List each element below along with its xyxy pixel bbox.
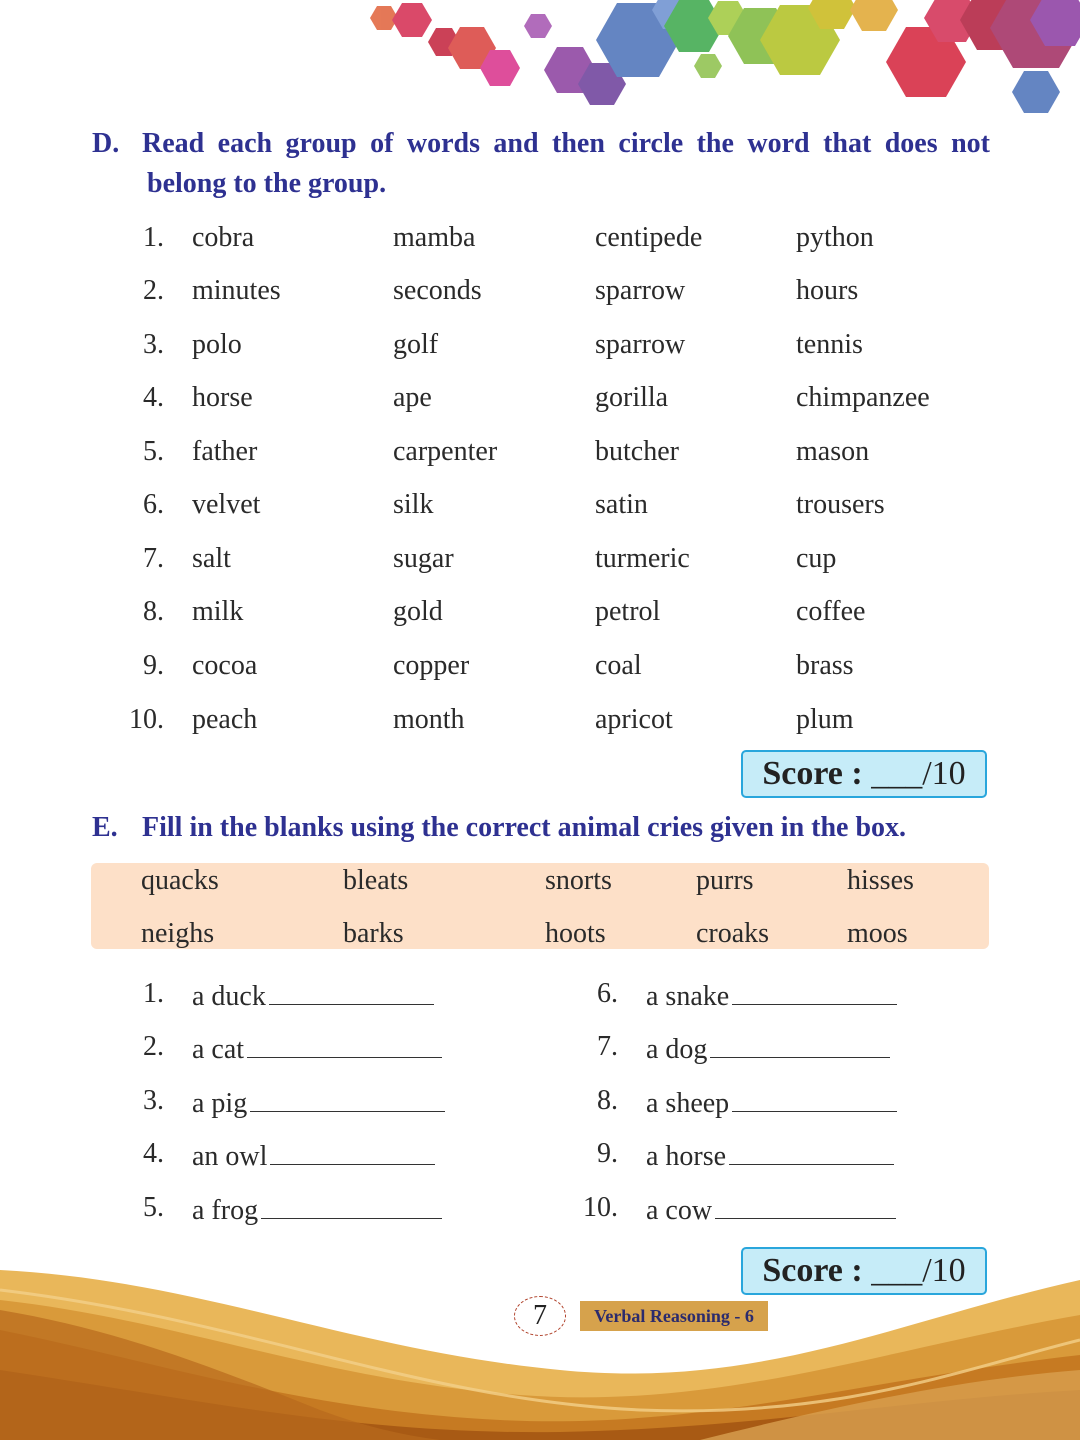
animal-label: a cat xyxy=(192,1034,245,1065)
animal-cry-option: purrs xyxy=(696,865,754,896)
group-word[interactable]: mason xyxy=(796,436,870,467)
row-number: 3. xyxy=(143,329,164,360)
answer-blank[interactable] xyxy=(715,1188,896,1219)
answer-blank[interactable] xyxy=(732,1081,897,1112)
animal-cry-option: snorts xyxy=(545,865,612,896)
section-d-letter: D. xyxy=(92,128,120,159)
group-word[interactable]: petrol xyxy=(595,596,661,627)
item-number: 3. xyxy=(143,1085,164,1116)
group-word[interactable]: seconds xyxy=(393,275,482,306)
animal-cry-option: barks xyxy=(343,918,404,949)
animal-label: a dog xyxy=(646,1034,708,1065)
group-word[interactable]: butcher xyxy=(595,436,679,467)
group-word[interactable]: coffee xyxy=(796,596,866,627)
group-word[interactable]: peach xyxy=(192,704,258,735)
row-number: 8. xyxy=(143,596,164,627)
row-number: 6. xyxy=(143,489,164,520)
group-word[interactable]: sparrow xyxy=(595,275,686,306)
group-word[interactable]: plum xyxy=(796,704,854,735)
group-word[interactable]: velvet xyxy=(192,489,261,520)
score-total: ___/10 xyxy=(871,1252,966,1289)
row-number: 4. xyxy=(143,382,164,413)
animal-cry-option: moos xyxy=(847,918,908,949)
section-e-letter: E. xyxy=(92,812,118,843)
page-number: 7 xyxy=(514,1296,566,1336)
group-word[interactable]: father xyxy=(192,436,258,467)
book-title: Verbal Reasoning - 6 xyxy=(580,1301,768,1331)
group-word[interactable]: centipede xyxy=(595,222,703,253)
group-word[interactable]: mamba xyxy=(393,222,476,253)
group-word[interactable]: ape xyxy=(393,382,432,413)
group-word[interactable]: minutes xyxy=(192,275,281,306)
item-number: 1. xyxy=(143,978,164,1009)
group-word[interactable]: month xyxy=(393,704,465,735)
item-number: 8. xyxy=(597,1085,618,1116)
group-word[interactable]: apricot xyxy=(595,704,673,735)
row-number: 5. xyxy=(143,436,164,467)
animal-label: a cow xyxy=(646,1195,713,1226)
group-word[interactable]: gorilla xyxy=(595,382,669,413)
answer-blank[interactable] xyxy=(261,1188,442,1219)
animal-cries-word-box xyxy=(91,863,989,949)
group-word[interactable]: trousers xyxy=(796,489,885,520)
group-word[interactable]: cobra xyxy=(192,222,255,253)
group-word[interactable]: salt xyxy=(192,543,231,574)
group-word[interactable]: silk xyxy=(393,489,434,520)
row-number: 10. xyxy=(129,704,164,735)
section-e-heading xyxy=(92,808,990,848)
animal-cry-option: croaks xyxy=(696,918,770,949)
answer-blank[interactable] xyxy=(732,974,897,1005)
row-number: 2. xyxy=(143,275,164,306)
score-label: Score : xyxy=(762,1252,863,1289)
item-number: 10. xyxy=(583,1192,618,1223)
group-word[interactable]: turmeric xyxy=(595,543,690,574)
answer-blank[interactable] xyxy=(710,1027,890,1058)
animal-label: a pig xyxy=(192,1088,248,1119)
section-d-heading xyxy=(92,124,990,204)
animal-label: a horse xyxy=(646,1141,727,1172)
section-d-instruction-line1: Read each group of words and then circle the word that does not xyxy=(142,128,990,159)
group-word[interactable]: satin xyxy=(595,489,648,520)
group-word[interactable]: cup xyxy=(796,543,837,574)
item-number: 7. xyxy=(597,1031,618,1062)
score-total: ___/10 xyxy=(871,755,966,792)
score-label: Score : xyxy=(762,755,863,792)
animal-cry-option: neighs xyxy=(141,918,215,949)
answer-blank[interactable] xyxy=(250,1081,445,1112)
item-number: 2. xyxy=(143,1031,164,1062)
answer-blank[interactable] xyxy=(269,974,434,1005)
group-word[interactable]: python xyxy=(796,222,874,253)
group-word[interactable]: gold xyxy=(393,596,443,627)
section-d-score-box xyxy=(741,750,987,798)
group-word[interactable]: milk xyxy=(192,596,244,627)
row-number: 1. xyxy=(143,222,164,253)
animal-cry-option: hisses xyxy=(847,865,914,896)
decorative-wave-footer xyxy=(0,1260,1080,1440)
group-word[interactable]: tennis xyxy=(796,329,863,360)
group-word[interactable]: sugar xyxy=(393,543,454,574)
group-word[interactable]: copper xyxy=(393,650,470,681)
item-number: 6. xyxy=(597,978,618,1009)
section-d-instruction-line2: belong to the group. xyxy=(147,168,387,199)
row-number: 9. xyxy=(143,650,164,681)
group-word[interactable]: chimpanzee xyxy=(796,382,930,413)
item-number: 9. xyxy=(597,1138,618,1169)
animal-label: a snake xyxy=(646,981,730,1012)
animal-cry-option: hoots xyxy=(545,918,606,949)
answer-blank[interactable] xyxy=(270,1134,435,1165)
group-word[interactable]: brass xyxy=(796,650,854,681)
group-word[interactable]: hours xyxy=(796,275,859,306)
animal-cry-option: bleats xyxy=(343,865,409,896)
answer-blank[interactable] xyxy=(247,1027,442,1058)
answer-blank[interactable] xyxy=(729,1134,894,1165)
animal-label: a sheep xyxy=(646,1088,730,1119)
animal-label: a duck xyxy=(192,981,266,1012)
row-number: 7. xyxy=(143,543,164,574)
animal-label: a frog xyxy=(192,1195,259,1226)
animal-label: an owl xyxy=(192,1141,268,1172)
group-word[interactable]: carpenter xyxy=(393,436,498,467)
item-number: 5. xyxy=(143,1192,164,1223)
group-word[interactable]: polo xyxy=(192,329,242,360)
group-word[interactable]: golf xyxy=(393,329,439,360)
animal-cry-option: quacks xyxy=(141,865,219,896)
group-word[interactable]: horse xyxy=(192,382,253,413)
group-word[interactable]: sparrow xyxy=(595,329,686,360)
group-word[interactable]: cocoa xyxy=(192,650,258,681)
decorative-hexagon-header xyxy=(0,0,1080,125)
group-word[interactable]: coal xyxy=(595,650,642,681)
item-number: 4. xyxy=(143,1138,164,1169)
section-e-instruction: Fill in the blanks using the correct animal cries given in the box. xyxy=(142,812,907,843)
